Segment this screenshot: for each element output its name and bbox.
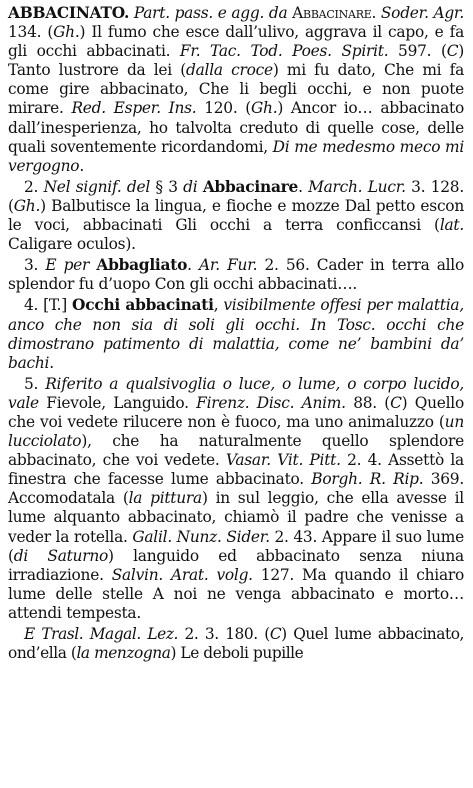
italic-text: Riferito a qualsivoglia o luce, o lume, o corpo lucido, vale xyxy=(8,374,464,412)
body-text: 369. Accomodatala ( xyxy=(8,470,464,508)
body-text: 3. xyxy=(24,256,46,275)
body-text: ) Ancor io… abbacinato dall’inesperienza, ho talvolta creduto di quelle cose, delle quali soventemente ricordandomi, xyxy=(8,99,464,156)
italic-text: la menzogna xyxy=(76,644,171,663)
italic-text: un lucciolato xyxy=(8,412,464,451)
entry-sense-paragraph xyxy=(8,256,464,294)
lemma-term: Occhi abbacinati xyxy=(72,296,214,315)
smallcaps-term: Abbacinare xyxy=(292,4,372,22)
italic-text: Part. pass. e agg. da xyxy=(133,4,288,22)
italic-text: Red. Esper. Ins. xyxy=(71,99,197,118)
body-text: . xyxy=(79,156,84,175)
body-text: 127. Ma quando il chiaro lume delle stelle A noi ne venga abbacinato e morto… attendi tempesta. xyxy=(8,565,464,622)
body-text: 88. ( xyxy=(345,393,391,412)
italic-text: Galil. Nunz. Sider. xyxy=(132,527,270,546)
entry-sense-paragraph xyxy=(8,625,464,663)
italic-text: E Trasl. Magal. Lez. xyxy=(24,625,178,643)
italic-text: dalla croce xyxy=(186,61,273,80)
body-text: . xyxy=(371,4,381,22)
italic-text: Gh. xyxy=(53,23,80,42)
italic-text: lat. xyxy=(439,216,464,235)
body-text: ) Balbutisce la lingua, e fioche e mozze Dal petto escon le voci, abbacinati Gli occhi a terra conficcansi ( xyxy=(8,196,464,235)
body-text: ) Quel lume abbacinato, ond’ella ( xyxy=(8,625,464,663)
italic-text: Salvin. Arat. volg. xyxy=(111,565,253,584)
body-text: § 3 xyxy=(150,177,184,196)
italic-text: C xyxy=(446,42,459,61)
body-text: 134. ( xyxy=(8,23,54,42)
entry-definition-paragraph xyxy=(8,4,464,176)
italic-text: visibilmente offesi per malattia, anco che non sia di soli gli occhi. In Tosc. occhi che dimostrano patimento di malattia, come ne’ bambini da’ bachi xyxy=(8,296,464,372)
body-text: 2. 3. 180. ( xyxy=(177,625,270,643)
italic-text: Ar. Fur. xyxy=(198,256,258,275)
dictionary-entry-abbacinato xyxy=(8,4,464,663)
body-text: 2. 56. Cader in terra allo splendor fu d’uopo Con gli occhi abbacinati…. xyxy=(8,256,464,294)
body-text: ) Quello che voi vedete rilucere non è fuoco, ma uno animaluzzo ( xyxy=(8,393,464,431)
body-text: ) Le deboli pupille xyxy=(170,644,304,663)
lemma-term: Abbagliato xyxy=(96,256,188,275)
italic-text: Nel signif. del xyxy=(43,177,151,196)
italic-text: Di me medesmo meco mi vergogno xyxy=(8,137,464,175)
italic-text: Gh. xyxy=(251,99,278,118)
entry-sense-paragraph xyxy=(8,296,464,372)
body-text: ), che ha naturalmente quello splendore abbacinato, che voi vedete. xyxy=(8,432,464,470)
body-text: 2. 43. Appare il suo lume ( xyxy=(8,527,464,565)
italic-text: Borgh. R. Rip. xyxy=(311,470,424,489)
body-text: . xyxy=(187,256,199,275)
lemma-term: Abbacinare xyxy=(202,177,299,196)
body-text: ) Tanto lustrore da lei ( xyxy=(8,42,464,80)
body-text: . xyxy=(49,353,54,372)
italic-text: di xyxy=(183,177,198,196)
italic-text: Soder. Agr. xyxy=(380,4,464,22)
entry-sense-paragraph xyxy=(8,178,464,254)
body-text: ) languido ed abbacinato senza niuna irradiazione. xyxy=(8,546,464,584)
body-text: , xyxy=(213,296,224,315)
body-text: Fievole, Languido. xyxy=(38,393,197,412)
italic-text: Gh. xyxy=(13,196,41,215)
italic-text: E per xyxy=(45,256,90,275)
body-text: 4. [T.] xyxy=(24,296,73,315)
body-text: Caligare oculos). xyxy=(8,235,136,254)
italic-text: Fr. Tac. Tod. Poes. Spirit. xyxy=(179,42,389,61)
body-text: 2. xyxy=(24,177,44,196)
body-text: ) mi fu dato, Che mi fa come gire abbacinato, Che li begli occhi, e non puote mirare. xyxy=(8,61,464,118)
italic-text: Vasar. Vit. Pitt. xyxy=(225,451,341,470)
italic-text: March. Lucr. xyxy=(308,177,406,196)
italic-text: C xyxy=(269,625,282,643)
body-text: 5. xyxy=(24,374,46,393)
body-text: 120. ( xyxy=(196,99,252,118)
italic-text: C xyxy=(390,393,402,412)
body-text: . xyxy=(298,177,309,196)
italic-text: la pittura xyxy=(128,489,202,508)
italic-text: di Saturno xyxy=(13,546,108,565)
body-text: 3. 128. ( xyxy=(8,177,464,215)
entry-sense-paragraph xyxy=(8,375,464,623)
body-text: ) Il fumo che esce dall’ulivo, aggrava il capo, e fa gli occhi abbacinati. xyxy=(8,23,465,61)
lemma-term: ABBACINATO. xyxy=(8,4,130,22)
body-text: 597. ( xyxy=(388,42,447,61)
body-text: ) in sul leggio, che ella avesse il lume alquanto abbacinato, chiamò il padre che venisse a veder la rotella. xyxy=(8,489,464,546)
italic-text: Firenz. Disc. Anim. xyxy=(196,393,346,412)
body-text: 2. 4. Assettò la finestra che facesse lume abbacinato. xyxy=(8,451,464,489)
